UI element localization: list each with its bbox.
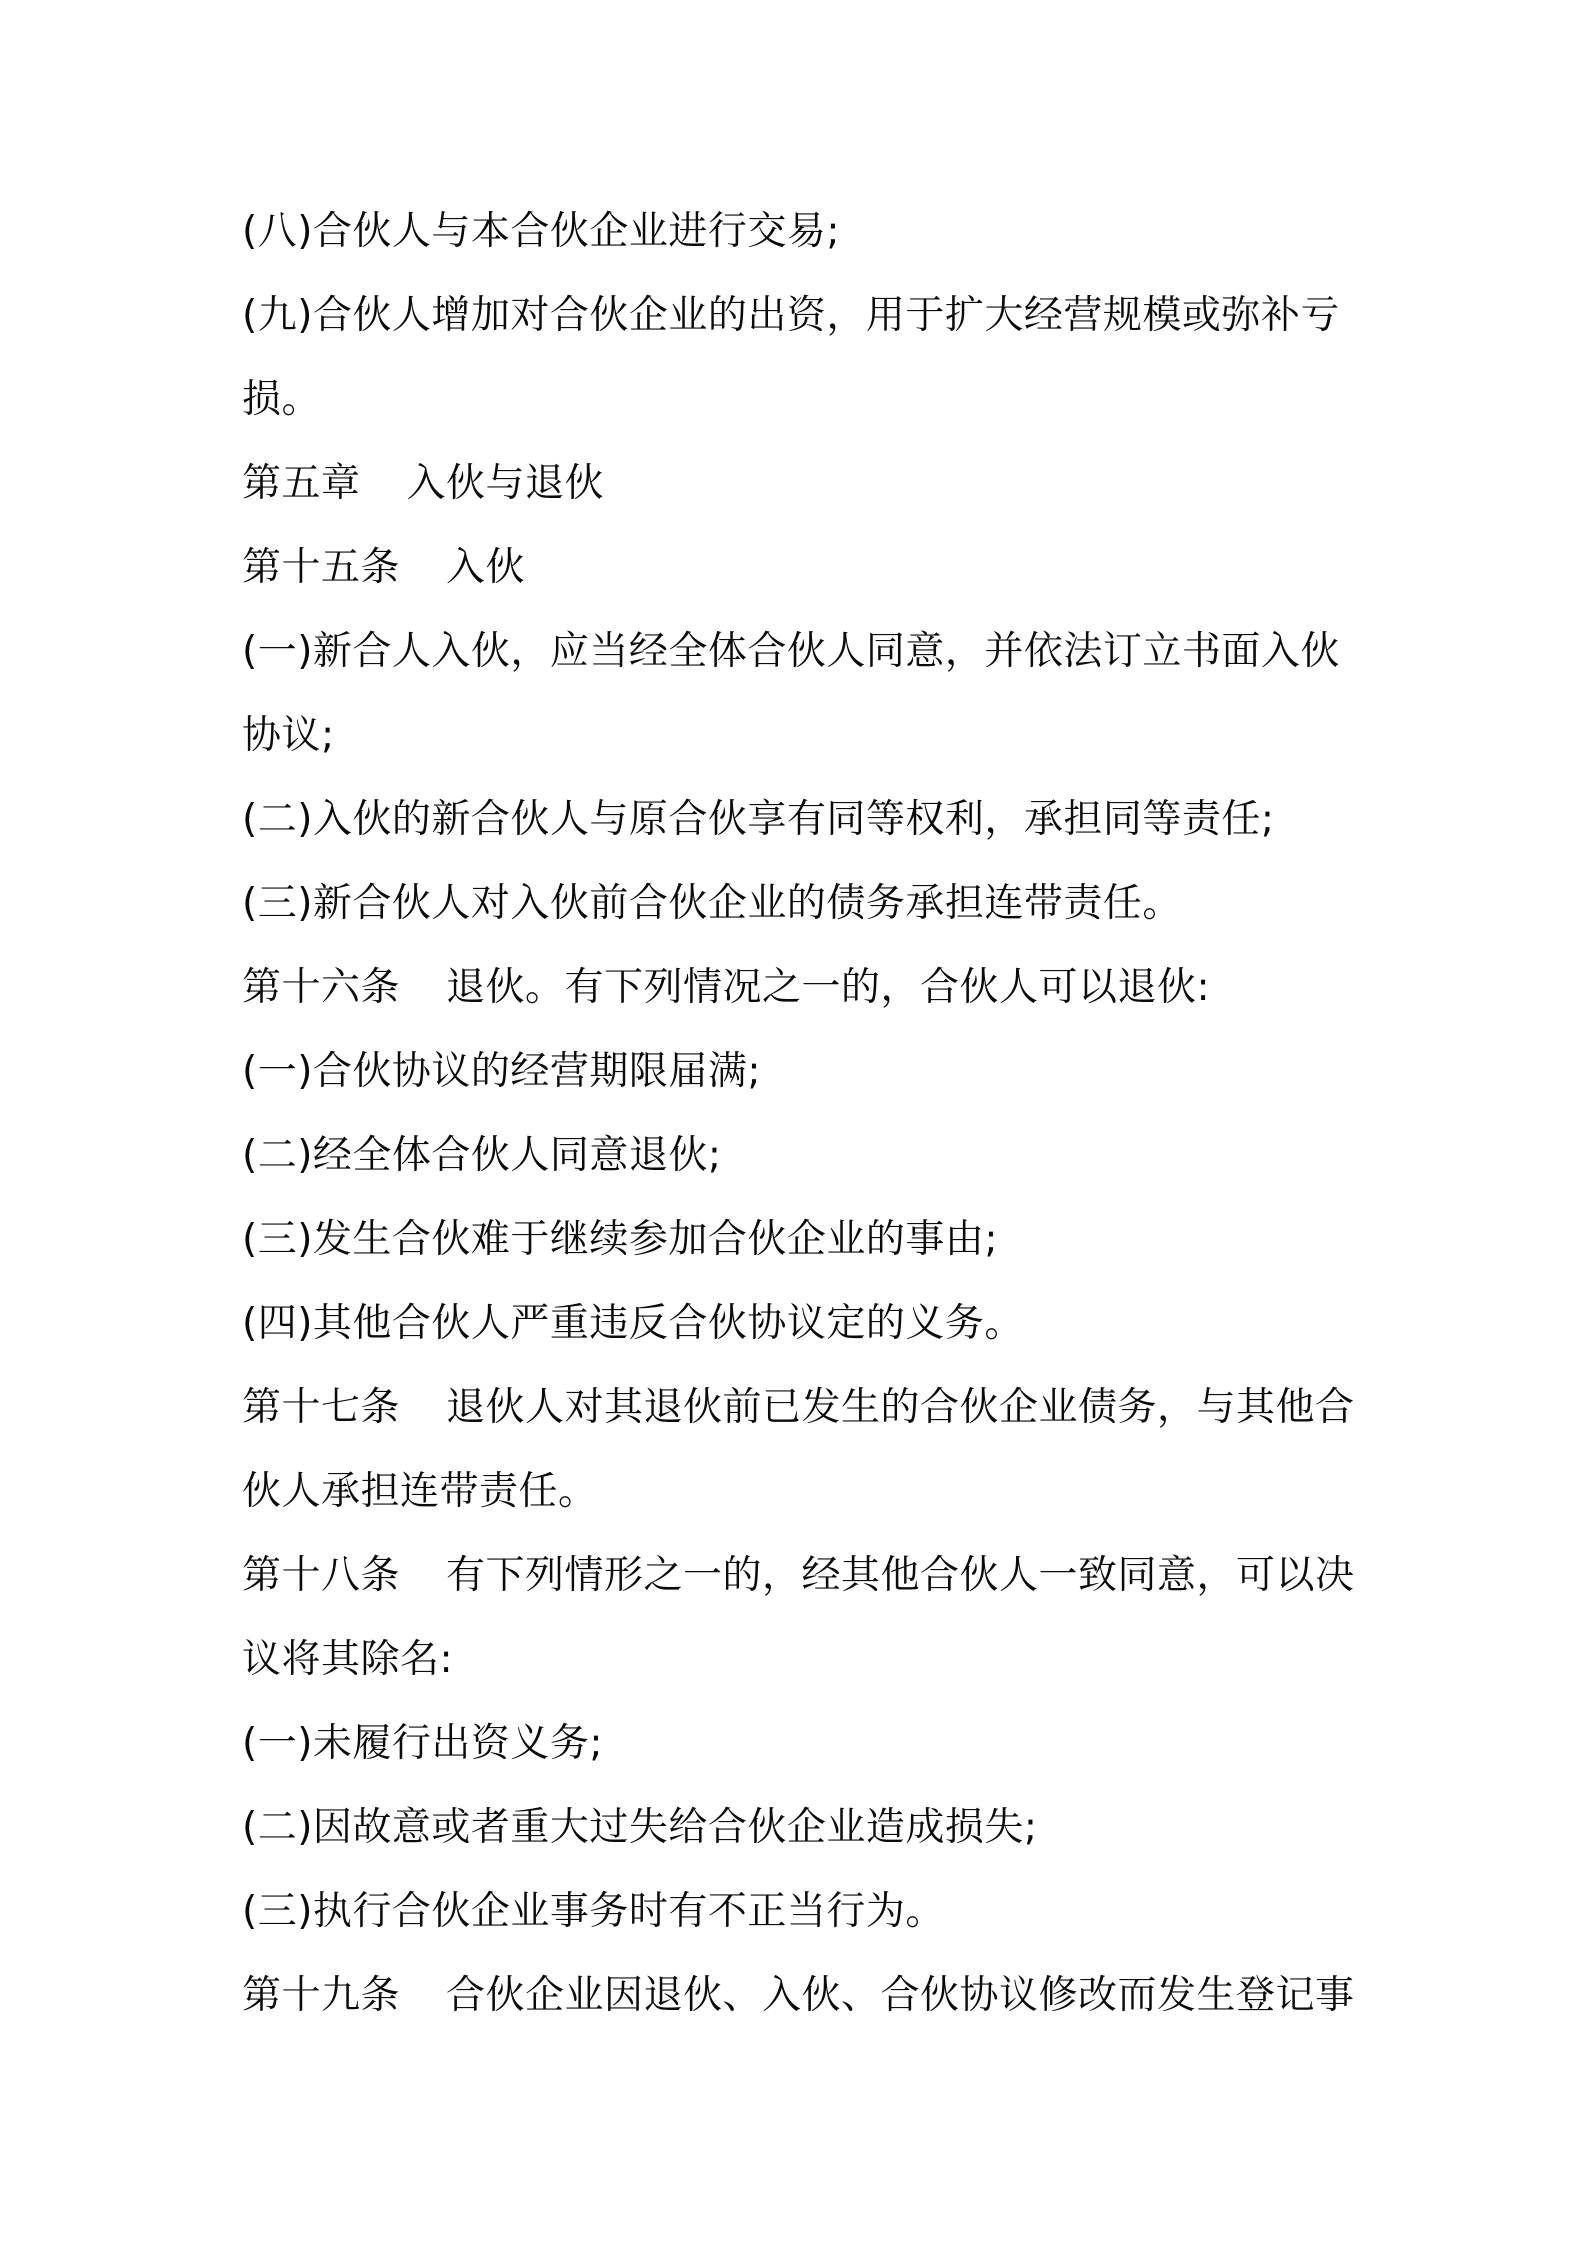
article-text: 入伙: [446, 545, 526, 590]
article-text: 退伙。有下列情况之一的，合伙人可以退伙:: [446, 965, 1211, 1010]
article-heading: [242, 946, 1362, 1030]
text-line: (八)合伙人与本合伙企业进行交易;: [242, 209, 841, 254]
article-heading: [242, 1534, 1362, 1618]
article-number: 第十五条: [242, 545, 401, 590]
text-line: (四)其他合伙人严重违反合伙协议定的义务。: [242, 1301, 1024, 1346]
text-line: (三)新合伙人对入伙前合伙企业的债务承担连带责任。: [242, 881, 1182, 926]
text-line: (二)经全体合伙人同意退伙;: [242, 1133, 722, 1178]
article-number: 第十八条: [242, 1553, 401, 1598]
text-line: 损。: [242, 377, 322, 422]
text-line: (一)未履行出资义务;: [242, 1721, 604, 1766]
article-heading: [242, 1366, 1362, 1450]
chapter-heading: [242, 442, 1362, 526]
article-number: 第十六条: [242, 965, 401, 1010]
text-line: 议将其除名:: [242, 1637, 454, 1682]
text-line: (二)因故意或者重大过失给合伙企业造成损失;: [242, 1805, 1038, 1850]
text-line: (一)新合人入伙，应当经全体合伙人同意，并依法订立书面入伙: [242, 629, 1340, 674]
text-line: (二)入伙的新合伙人与原合伙享有同等权利，承担同等责任;: [242, 797, 1275, 842]
article-text: 退伙人对其退伙前已发生的合伙企业债务，与其他合: [446, 1385, 1355, 1430]
article-text: 有下列情形之一的，经其他合伙人一致同意，可以决: [446, 1553, 1355, 1598]
text-line: 协议;: [242, 713, 335, 758]
text-line: 伙人承担连带责任。: [242, 1469, 598, 1514]
chapter-number: 第五章: [242, 461, 361, 506]
article-number: 第十九条: [242, 1973, 401, 2018]
text-line: (三)执行合伙企业事务时有不正当行为。: [242, 1889, 945, 1934]
document-body: [242, 190, 1362, 2038]
text-line: (一)合伙协议的经营期限届满;: [242, 1049, 762, 1094]
article-number: 第十七条: [242, 1385, 401, 1430]
chapter-title: 入伙与退伙: [406, 461, 605, 506]
article-text: 合伙企业因退伙、入伙、合伙协议修改而发生登记事: [446, 1973, 1355, 2018]
article-heading: [242, 1954, 1362, 2038]
article-heading: [242, 526, 1362, 610]
text-line: (三)发生合伙难于继续参加合伙企业的事由;: [242, 1217, 999, 1262]
text-line: (九)合伙人增加对合伙企业的出资，用于扩大经营规模或弥补亏: [242, 293, 1340, 338]
